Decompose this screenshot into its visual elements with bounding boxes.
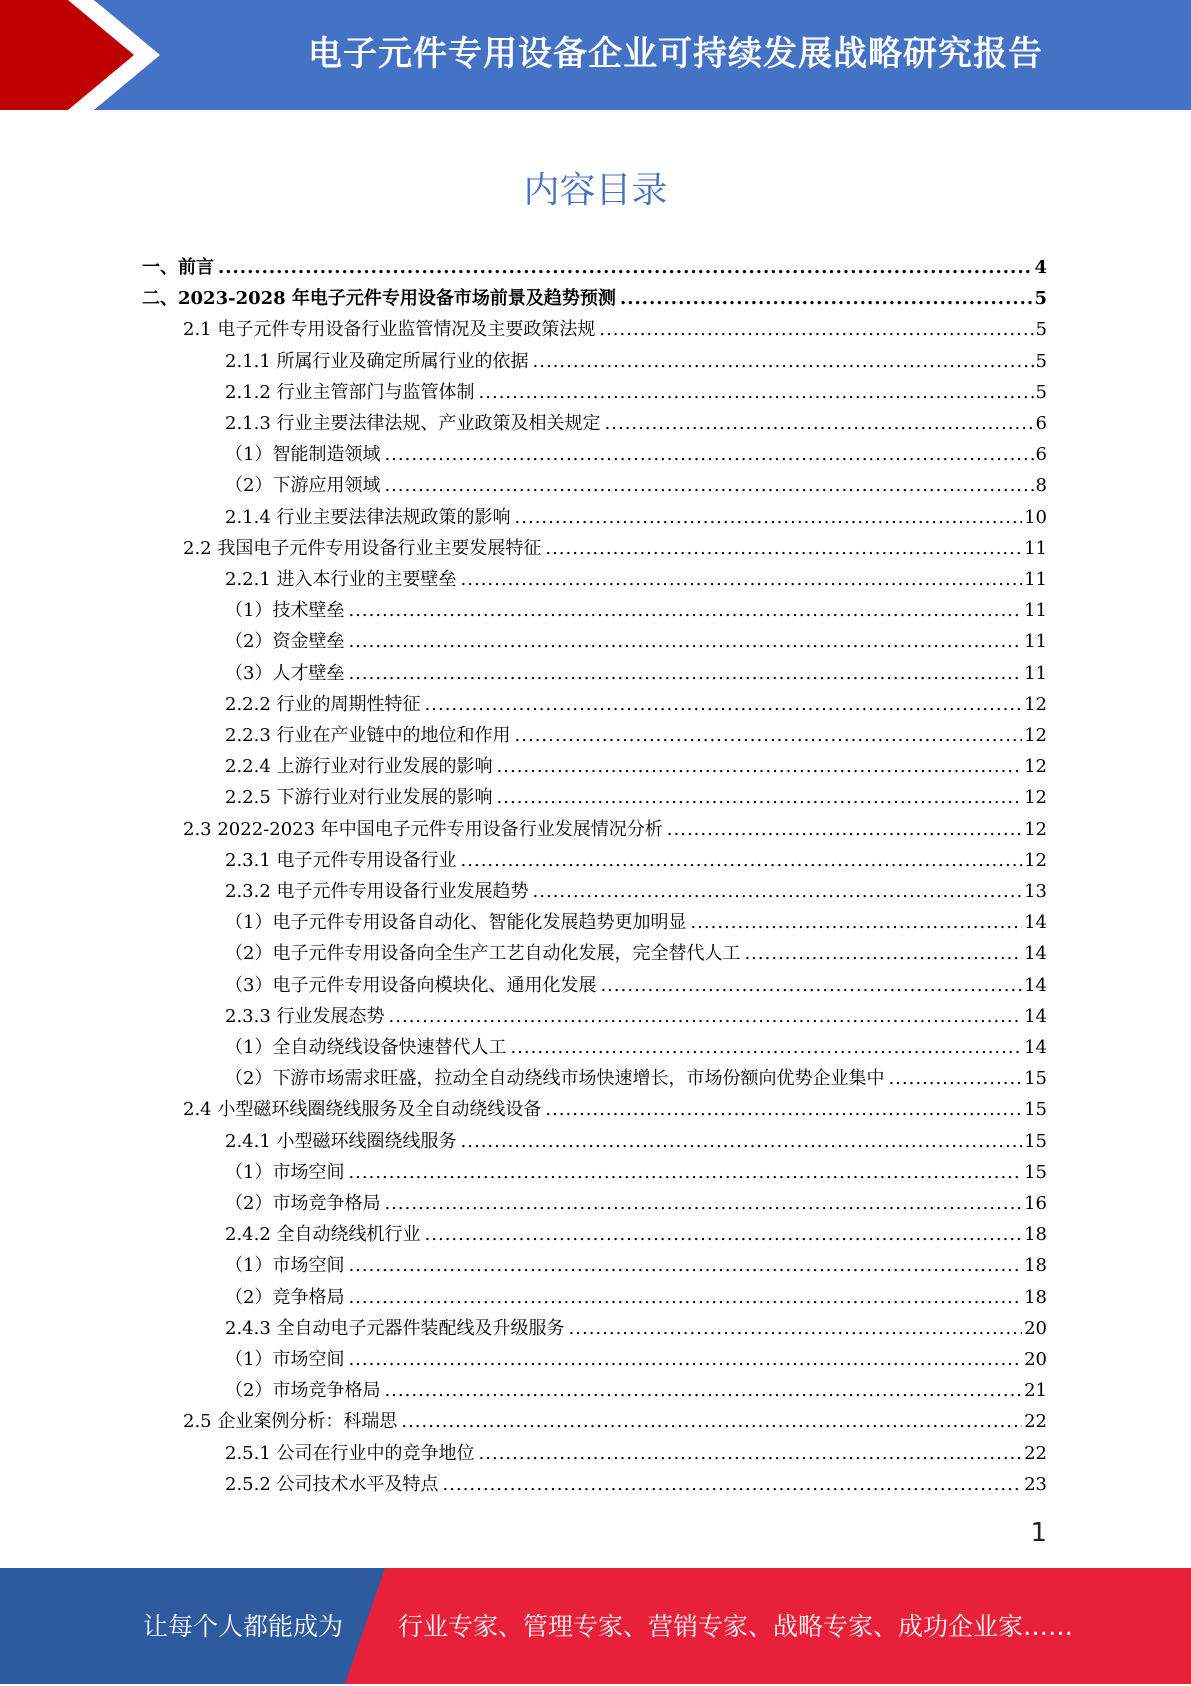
toc-leader-dots — [348, 600, 1022, 621]
toc-entry-page: 12 — [1024, 725, 1047, 746]
toc-entry-label: 2.3 2022-2023 年中国电子元件专用设备行业发展情况分析 — [183, 818, 663, 840]
toc-entry[interactable] — [225, 1127, 1047, 1158]
toc-entry-label: 2.2.3 行业在产业链中的地位和作用 — [225, 725, 511, 746]
toc-entry-label: 2.2 我国电子元件专用设备行业主要发展特征 — [183, 537, 542, 559]
toc-entry-page: 15 — [1024, 1068, 1047, 1090]
toc-leader-dots — [599, 319, 1033, 340]
toc-leader-dots — [515, 725, 1023, 746]
toc-leader-dots — [667, 819, 1022, 840]
toc-entry[interactable] — [142, 253, 1047, 284]
toc-leader-dots — [384, 1193, 1022, 1214]
toc-entry[interactable] — [183, 815, 1047, 846]
toc-entry-page: 14 — [1024, 974, 1047, 996]
toc-entry-label: 2.5.1 公司在行业中的竞争地位 — [225, 1442, 475, 1464]
toc-entry-label: （1）市场空间 — [225, 1349, 345, 1370]
toc-entry[interactable] — [225, 1064, 1047, 1095]
toc-leader-dots — [348, 631, 1022, 652]
toc-entry[interactable] — [225, 440, 1047, 471]
toc-entry-page: 12 — [1024, 787, 1047, 809]
toc-leader-dots — [545, 538, 1022, 559]
toc-entry-page: 14 — [1024, 943, 1047, 965]
toc-entry-label: （1）智能制造领域 — [225, 444, 381, 466]
toc-entry-page: 14 — [1024, 1005, 1047, 1027]
report-title: 电子元件专用设备企业可持续发展战略研究报告 — [308, 34, 1043, 74]
toc-leader-dots — [510, 1037, 1022, 1058]
toc-entry[interactable] — [225, 1158, 1047, 1189]
toc-entry-page: 8 — [1035, 475, 1047, 497]
toc-leader-dots — [348, 1287, 1022, 1308]
toc-leader-dots — [401, 1411, 1022, 1432]
toc-entry-page: 4 — [1034, 257, 1047, 278]
toc-entry[interactable] — [225, 565, 1047, 596]
toc-entry-page: 12 — [1024, 818, 1047, 840]
toc-entry-page: 11 — [1024, 600, 1047, 622]
toc-entry-page: 21 — [1024, 1380, 1047, 1402]
toc-leader-dots — [348, 663, 1022, 684]
toc-entry-label: （2）下游应用领域 — [225, 475, 381, 497]
page-number: 1 — [1030, 1518, 1047, 1548]
toc-entry[interactable] — [225, 627, 1047, 658]
toc-entry-label: 2.2.1 进入本行业的主要壁垒 — [225, 569, 457, 590]
toc-entry[interactable] — [225, 347, 1047, 378]
toc-entry[interactable] — [225, 939, 1047, 970]
toc-entry[interactable] — [225, 1470, 1047, 1501]
toc-entry[interactable] — [183, 1407, 1047, 1438]
toc-entry[interactable] — [225, 721, 1047, 752]
toc-entry-page: 20 — [1024, 1317, 1047, 1339]
toc-entry-label: 二、2023-2028 年电子元件专用设备市场前景及趋势预测 — [142, 288, 616, 310]
toc-leader-dots — [479, 382, 1034, 403]
toc-leader-dots — [497, 756, 1023, 777]
toc-entry-label: （1）全自动绕线设备快速替代人工 — [225, 1037, 507, 1058]
toc-entry-label: （2）竞争格局 — [225, 1286, 345, 1308]
toc-entry[interactable] — [225, 596, 1047, 627]
toc-entry[interactable] — [183, 534, 1047, 565]
toc-entry-label: 2.2.5 下游行业对行业发展的影响 — [225, 787, 493, 809]
toc-entry-label: 2.5.2 公司技术水平及特点 — [225, 1473, 439, 1495]
toc-entry[interactable] — [225, 1033, 1047, 1064]
toc-entry-page: 22 — [1024, 1411, 1047, 1433]
toc-entry[interactable] — [225, 908, 1047, 939]
toc-entry-label: （1）技术壁垒 — [225, 600, 345, 622]
toc-entry-page: 12 — [1024, 849, 1047, 871]
toc-entry-page: 5 — [1035, 381, 1047, 403]
toc-entry-page: 11 — [1024, 662, 1047, 684]
toc-leader-dots — [461, 850, 1023, 871]
toc-entry-label: （3）人才壁垒 — [225, 662, 345, 684]
toc-entry-page: 5 — [1035, 319, 1047, 341]
toc-heading: 内容目录 — [523, 170, 668, 211]
toc-entry-label: （1）电子元件专用设备自动化、智能化发展趋势更加明显 — [225, 912, 687, 934]
toc-leader-dots — [348, 1349, 1022, 1370]
toc-entry[interactable] — [225, 1314, 1047, 1345]
toc-leader-dots — [479, 1443, 1023, 1464]
toc-leader-dots — [888, 1068, 1022, 1089]
toc-leader-dots — [533, 351, 1034, 372]
toc-entry[interactable] — [225, 659, 1047, 690]
toc-entry-page: 11 — [1024, 537, 1047, 559]
toc-leader-dots — [569, 1318, 1023, 1339]
toc-leader-dots — [605, 413, 1034, 434]
toc-leader-dots — [348, 1162, 1022, 1183]
toc-entry-label: （2）市场竞争格局 — [225, 1380, 381, 1402]
toc-entry-label: 2.2.2 行业的周期性特征 — [225, 693, 421, 715]
toc-entry-label: 2.5 企业案例分析：科瑞思 — [183, 1411, 398, 1433]
toc-entry[interactable] — [225, 471, 1047, 502]
toc-entry-page: 6 — [1035, 413, 1047, 434]
toc-entry-page: 10 — [1024, 506, 1047, 528]
toc-entry[interactable] — [142, 284, 1047, 315]
toc-leader-dots — [425, 694, 1023, 715]
toc-entry[interactable] — [183, 315, 1047, 346]
toc-entry[interactable] — [225, 1189, 1047, 1220]
toc-entry-label: 2.3.3 行业发展态势 — [225, 1005, 385, 1027]
toc-leader-dots — [600, 975, 1022, 996]
toc-leader-dots — [545, 1099, 1022, 1120]
toc-leader-dots — [425, 1224, 1023, 1245]
toc-entry[interactable] — [225, 877, 1047, 908]
toc-entry-label: （2）电子元件专用设备向全生产工艺自动化发展，完全替代人工 — [225, 943, 741, 965]
toc-entry-page: 11 — [1024, 569, 1047, 590]
toc-leader-dots — [690, 912, 1022, 933]
toc-leader-dots — [384, 1380, 1022, 1401]
toc-entry-page: 12 — [1024, 756, 1047, 778]
toc-leader-dots — [744, 943, 1022, 964]
toc-entry-page: 18 — [1024, 1286, 1047, 1308]
toc-entry-page: 14 — [1024, 912, 1047, 934]
toc-entry-label: 2.4.3 全自动电子元器件装配线及升级服务 — [225, 1317, 565, 1339]
header-banner — [0, 0, 1191, 110]
toc-entry-label: 2.2.4 上游行业对行业发展的影响 — [225, 756, 493, 778]
toc-entry-label: 一、前言 — [142, 257, 214, 278]
toc-entry[interactable] — [225, 752, 1047, 783]
toc-entry-page: 13 — [1024, 881, 1047, 902]
toc-entry[interactable] — [225, 378, 1047, 409]
toc-entry-label: 2.1.2 行业主管部门与监管体制 — [225, 381, 475, 403]
header-red-arrow — [0, 0, 150, 110]
toc-entry[interactable] — [225, 783, 1047, 814]
toc-entry-page: 18 — [1024, 1224, 1047, 1246]
toc-entry[interactable] — [225, 409, 1047, 440]
toc-entry-page: 5 — [1034, 288, 1047, 310]
toc-entry-page: 18 — [1024, 1255, 1047, 1277]
toc-entry-page: 11 — [1024, 631, 1047, 653]
toc-entry-page: 20 — [1024, 1349, 1047, 1370]
toc-entry-page: 12 — [1024, 693, 1047, 715]
toc-entry-page: 5 — [1035, 350, 1047, 372]
toc-entry[interactable] — [225, 1283, 1047, 1314]
toc-entry[interactable] — [225, 846, 1047, 877]
toc-entry-page: 15 — [1024, 1130, 1047, 1152]
toc-leader-dots — [443, 1474, 1023, 1495]
toc-entry[interactable] — [225, 1439, 1047, 1470]
toc-entry-page: 16 — [1024, 1193, 1047, 1214]
toc-entry[interactable] — [225, 1251, 1047, 1282]
toc-entry[interactable] — [225, 690, 1047, 721]
toc-leader-dots — [515, 507, 1023, 528]
toc-entry-label: 2.3.2 电子元件专用设备行业发展趋势 — [225, 881, 529, 902]
toc-leader-dots — [497, 787, 1023, 808]
toc-entry-label: 2.1 电子元件专用设备行业监管情况及主要政策法规 — [183, 319, 596, 341]
toc-entry-label: （3）电子元件专用设备向模块化、通用化发展 — [225, 974, 597, 996]
toc-entry[interactable] — [225, 971, 1047, 1002]
toc-leader-dots — [461, 1131, 1023, 1152]
footer-slogan-left: 让每个人都能成为 — [143, 1612, 344, 1641]
toc-entry-page: 14 — [1024, 1037, 1047, 1058]
toc-leader-dots — [384, 475, 1033, 496]
toc-entry-page: 23 — [1024, 1473, 1047, 1495]
toc-entry-label: 2.1.1 所属行业及确定所属行业的依据 — [225, 350, 529, 372]
toc-entry-label: 2.1.4 行业主要法律法规政策的影响 — [225, 506, 511, 528]
footer-slogan-right: 行业专家、管理专家、营销专家、战略专家、成功企业家…… — [398, 1612, 1074, 1641]
toc-entry-label: 2.1.3 行业主要法律法规、产业政策及相关规定 — [225, 413, 601, 434]
toc-leader-dots — [461, 569, 1023, 590]
toc-entry[interactable] — [225, 1220, 1047, 1251]
toc-leader-dots — [620, 288, 1033, 309]
toc-entry[interactable] — [225, 1002, 1047, 1033]
toc-entry-label: （1）市场空间 — [225, 1161, 345, 1183]
toc-entry-label: （2）资金壁垒 — [225, 631, 345, 653]
toc-leader-dots — [384, 444, 1033, 465]
toc-entry-label: （2）下游市场需求旺盛，拉动全自动绕线市场快速增长，市场份额向优势企业集中 — [225, 1068, 885, 1090]
toc-leader-dots — [533, 881, 1023, 902]
toc-entry-label: 2.3.1 电子元件专用设备行业 — [225, 849, 457, 871]
toc-entry-page: 15 — [1024, 1161, 1047, 1183]
toc-entry-label: （2）市场竞争格局 — [225, 1193, 381, 1214]
toc-entry[interactable] — [225, 503, 1047, 534]
footer-banner — [0, 1568, 1191, 1684]
toc-entry[interactable] — [225, 1345, 1047, 1376]
toc-entry-label: 2.4.2 全自动绕线机行业 — [225, 1224, 421, 1246]
toc-leader-dots — [218, 257, 1032, 278]
toc-leader-dots — [348, 1255, 1022, 1276]
toc-entry-page: 22 — [1024, 1442, 1047, 1464]
toc-entry-page: 15 — [1024, 1099, 1047, 1121]
toc-entry-page: 6 — [1035, 444, 1047, 466]
toc-entry[interactable] — [183, 1095, 1047, 1126]
toc-entry[interactable] — [225, 1376, 1047, 1407]
toc-entry-label: （1）市场空间 — [225, 1255, 345, 1277]
toc-entry-label: 2.4.1 小型磁环线圈绕线服务 — [225, 1130, 457, 1152]
toc-entry-label: 2.4 小型磁环线圈绕线服务及全自动绕线设备 — [183, 1099, 542, 1121]
toc-leader-dots — [389, 1006, 1023, 1027]
